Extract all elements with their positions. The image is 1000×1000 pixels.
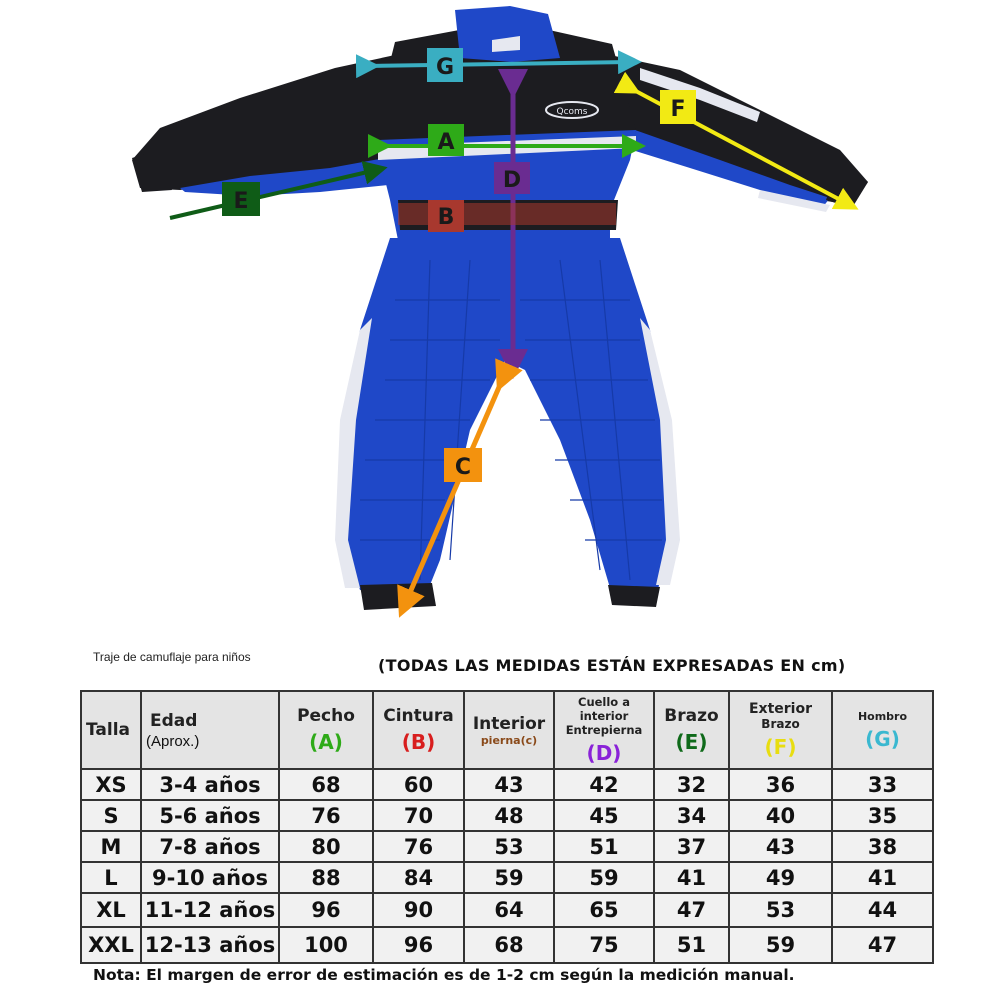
measurement-cell: 51 [654, 927, 729, 963]
measurement-cell: 76 [373, 831, 464, 862]
size-cell: L [81, 862, 141, 893]
measurement-cell: 41 [832, 862, 933, 893]
label-e [222, 182, 260, 216]
table-row [81, 800, 933, 831]
age-cell: 11-12 años [141, 893, 279, 927]
svg-text:G: G [435, 55, 455, 80]
size-cell: XS [81, 769, 141, 800]
header-cintura [373, 691, 464, 769]
header-interior [464, 691, 554, 769]
header-interior-sub: pierna(c) [480, 733, 538, 747]
header-talla-label: Talla [86, 720, 131, 740]
header-hombro [832, 691, 933, 769]
collar [455, 6, 560, 62]
measurement-cell: 47 [654, 893, 729, 927]
measurement-cell: 70 [373, 800, 464, 831]
age-cell: 9-10 años [141, 862, 279, 893]
measurement-cell: 88 [279, 862, 373, 893]
label-g [427, 48, 463, 82]
label-c [444, 448, 482, 482]
right-leg [505, 238, 668, 590]
table-row [81, 893, 933, 927]
header-pecho-label: Pecho [297, 706, 355, 726]
table-row [81, 862, 933, 893]
header-interior-label: Interior [472, 713, 546, 734]
header-cuello [554, 691, 654, 769]
measurement-cell: 33 [832, 769, 933, 800]
measurement-cell: 60 [373, 769, 464, 800]
measurement-cell: 75 [554, 927, 654, 963]
measurement-cell: 47 [832, 927, 933, 963]
svg-text:B: B [437, 205, 455, 230]
measurement-cell: 48 [464, 800, 554, 831]
measurement-cell: 59 [554, 862, 654, 893]
label-d [494, 162, 530, 194]
header-exterior-sub: Brazo [761, 717, 800, 731]
header-edad [141, 691, 279, 769]
chest-logo-text: Qcoms [556, 107, 588, 117]
measurement-cell: 38 [832, 831, 933, 862]
header-cintura-label: Cintura [383, 706, 454, 726]
header-talla [81, 691, 141, 769]
measurement-cell: 80 [279, 831, 373, 862]
age-cell: 12-13 años [141, 927, 279, 963]
header-brazo [654, 691, 729, 769]
label-b [428, 200, 464, 232]
table-row [81, 831, 933, 862]
measurement-cell: 59 [729, 927, 832, 963]
measurement-cell: 96 [373, 927, 464, 963]
measurement-cell: 100 [279, 927, 373, 963]
header-cintura-letter: (B) [401, 730, 436, 754]
table-header-row [81, 691, 933, 769]
units-heading: (TODAS LAS MEDIDAS ESTÁN EXPRESADAS EN cm) [378, 656, 846, 675]
header-exterior-label: Exterior [748, 701, 812, 717]
measurement-cell: 36 [729, 769, 832, 800]
size-chart-table [80, 690, 934, 964]
measurement-cell: 59 [464, 862, 554, 893]
age-cell: 7-8 años [141, 831, 279, 862]
measurement-cell: 42 [554, 769, 654, 800]
header-brazo-label: Brazo [664, 706, 719, 726]
header-cuello-label: Cuello a interior [578, 695, 630, 723]
size-cell: S [81, 800, 141, 831]
measurement-cell: 40 [729, 800, 832, 831]
header-cuello-sub: Entrepierna [565, 723, 643, 737]
measurement-cell: 68 [464, 927, 554, 963]
measurement-cell: 34 [654, 800, 729, 831]
svg-text:C: C [454, 455, 472, 480]
header-cuello-letter: (D) [586, 741, 622, 765]
header-hombro-letter: (G) [865, 726, 900, 751]
table-row [81, 927, 933, 963]
measurement-cell: 84 [373, 862, 464, 893]
size-cell: XL [81, 893, 141, 927]
measurement-cell: 44 [832, 893, 933, 927]
size-cell: XXL [81, 927, 141, 963]
svg-text:A: A [437, 130, 455, 155]
header-edad-label: Edad [150, 710, 198, 731]
table-row [81, 769, 933, 800]
measurement-cell: 43 [464, 769, 554, 800]
measurement-cell: 35 [832, 800, 933, 831]
header-edad-sub: (Aprox.) [146, 732, 200, 750]
measurement-cell: 64 [464, 893, 554, 927]
right-ankle-cuff [608, 585, 660, 607]
age-cell: 5-6 años [141, 800, 279, 831]
left-ankle-cuff [360, 583, 436, 610]
measurement-cell: 51 [554, 831, 654, 862]
measurement-cell: 76 [279, 800, 373, 831]
measurement-note: Nota: El margen de error de estimación es de 1-2 cm según la medición manual. [93, 966, 795, 984]
measurement-cell: 53 [729, 893, 832, 927]
measurement-cell: 49 [729, 862, 832, 893]
label-f [660, 90, 696, 124]
size-cell: M [81, 831, 141, 862]
svg-text:D: D [502, 168, 522, 193]
header-pecho-letter: (A) [309, 730, 343, 754]
product-caption: Traje de camuflaje para niños [93, 650, 251, 664]
measurement-cell: 65 [554, 893, 654, 927]
header-brazo-letter: (E) [675, 730, 708, 754]
measurement-cell: 90 [373, 893, 464, 927]
measurement-cell: 96 [279, 893, 373, 927]
racing-suit-illustration [132, 6, 868, 610]
age-cell: 3-4 años [141, 769, 279, 800]
measurement-cell: 32 [654, 769, 729, 800]
svg-text:F: F [670, 97, 686, 122]
measurement-cell: 41 [654, 862, 729, 893]
header-exterior [729, 691, 832, 769]
label-a [428, 124, 464, 156]
header-hombro-label: Hombro [857, 709, 908, 723]
measurement-cell: 45 [554, 800, 654, 831]
header-pecho [279, 691, 373, 769]
measurement-cell: 43 [729, 831, 832, 862]
measurement-cell: 37 [654, 831, 729, 862]
svg-text:E: E [233, 189, 249, 214]
measurement-cell: 53 [464, 831, 554, 862]
header-exterior-letter: (F) [764, 735, 797, 759]
measurement-cell: 68 [279, 769, 373, 800]
